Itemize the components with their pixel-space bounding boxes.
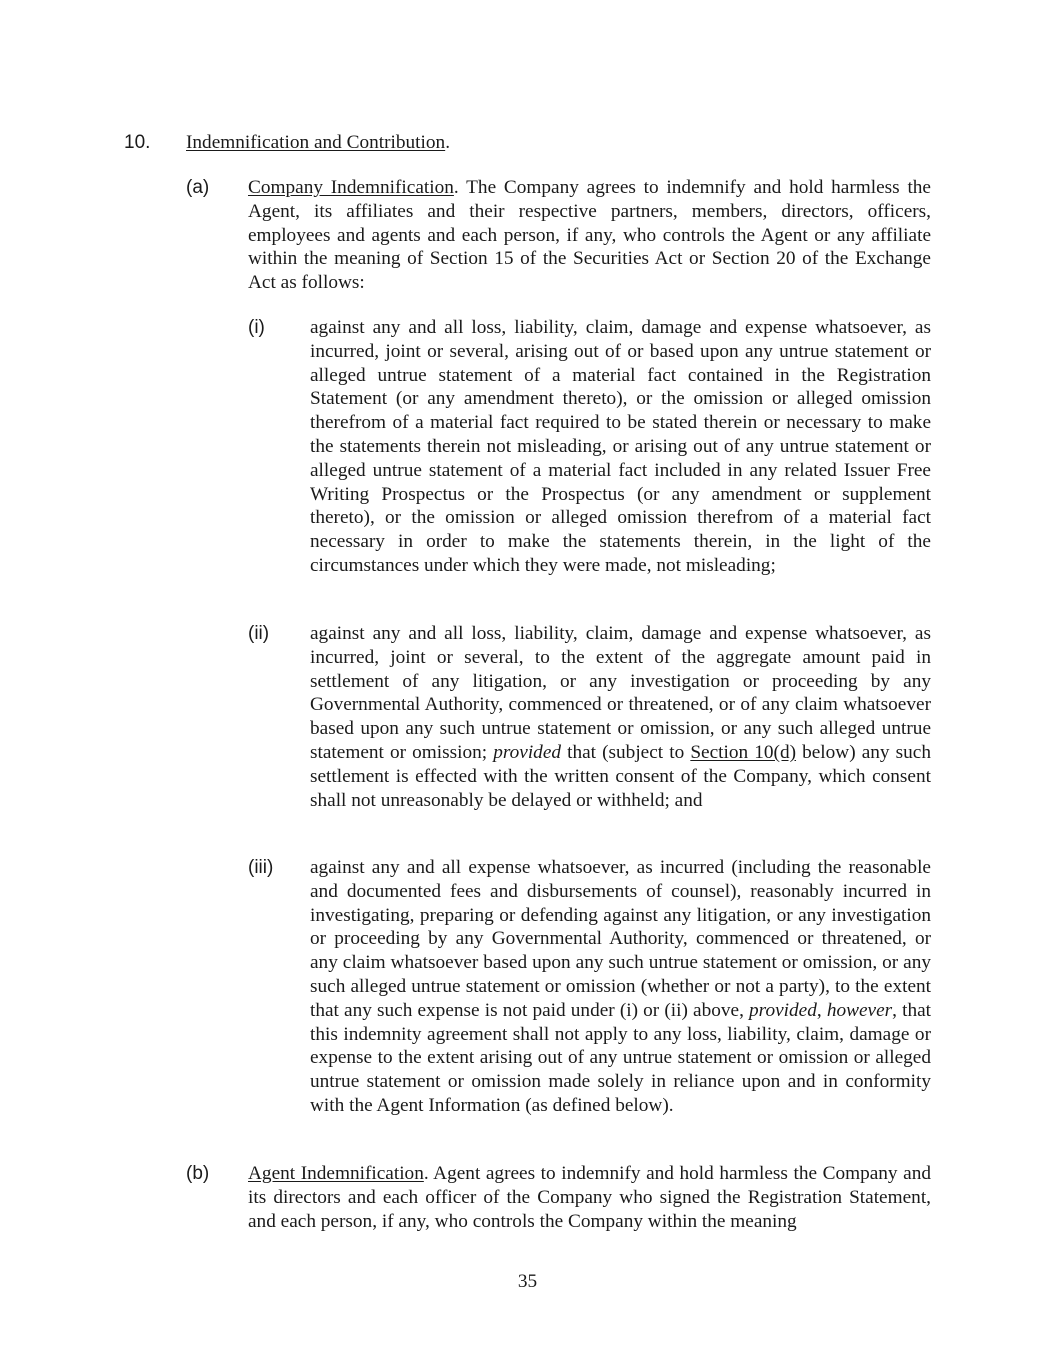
section-number: 10.: [124, 132, 151, 153]
item-iii-text-1: against any and all expense whatsoever, as incurred (including the reasonable and documented fees and disbursements of counsel), reasonably incurred in investigating, preparing or defending against any litigation, or any investigation or proceeding by any Governmental Authority, commenced or threatened, or any claim whatsoever based upon any such untrue statement or omission, or any such alleged untrue statement or omission (whether or not a party), to the extent that any such expense is not paid under (i) or (ii) above,: [310, 857, 931, 1021]
subsection-a-paragraph: [248, 176, 931, 295]
item-iii-provided: provided: [749, 999, 817, 1021]
subsection-b-text: . Agent agrees to indemnify and hold harmless the Company and its directors and each officer of the Company who signed the Registration Statement, and each person, if any, who controls the Company within the meaning: [248, 1163, 931, 1232]
item-iii-text-2: , that this indemnity agreement shall not apply to any loss, liability, claim, damage or expense to the extent arising out of any untrue statement or omission or alleged untrue statement or omission made solely in reliance upon and in conformity with the Agent Information (as defined below).: [310, 999, 932, 1116]
item-ii-text-3: below) any such settlement is effected with the written consent of the Company, which consent shall not unreasonably be delayed or withheld; and: [310, 741, 931, 811]
item-i-label: (i): [248, 317, 265, 338]
subsection-b-heading: Agent Indemnification: [248, 1163, 424, 1184]
section-title: Indemnification and Contribution: [186, 132, 446, 153]
item-i-paragraph: against any and all loss, liability, claim, damage and expense whatsoever, as incurred, joint or several, arising out of or based upon any untrue statement or alleged untrue statement of a material fact contained in the Registration Statement (or any amendment thereto), or the omission or alleged omission therefrom of a material fact required to be stated therein or necessary to make the statements therein not misleading, or arising out of any untrue statement or alleged untrue statement of a material fact included in any related Issuer Free Writing Prospectus or the Prospectus (or any amendment or supplement thereto), or the omission or alleged omission therefrom of a material fact necessary in order to make the statements therein, in the light of the circumstances under which they were made, not misleading;: [310, 317, 931, 576]
page-number: 35: [517, 1271, 538, 1292]
section-10d-reference: Section 10(d): [690, 741, 797, 763]
subsection-a-text: . The Company agrees to indemnify and hold harmless the Agent, its affiliates and their respective partners, members, directors, officers, employees and agents and each person, if any, who controls the Agent or any affiliate within the meaning of Section 15 of the Securities Act or Section 20 of the Exchange Act as follows:: [248, 177, 931, 294]
subsection-b-label: (b): [186, 1163, 210, 1184]
subsection-b-paragraph: [248, 1162, 931, 1233]
item-ii-label: (ii): [248, 623, 270, 644]
section-heading: [186, 131, 686, 155]
item-ii-provided: provided: [493, 741, 562, 763]
item-iii-paragraph: [310, 856, 931, 1118]
subsection-a-heading: Company Indemnification: [248, 177, 454, 198]
subsection-a-label: (a): [186, 177, 210, 198]
item-iii-comma: ,: [816, 999, 827, 1021]
section-title-period: .: [445, 132, 451, 153]
item-ii-paragraph: [310, 622, 931, 812]
item-ii-text-2: that (subject to: [561, 741, 691, 763]
item-iii-however: however: [826, 999, 893, 1021]
item-iii-label: (iii): [248, 857, 274, 878]
item-ii-text-1: against any and all loss, liability, claim, damage and expense whatsoever, as incurred, joint or several, to the extent of the aggregate amount paid in settlement of any litigation, or any investigation or proceeding by any Governmental Authority, commenced or threatened, or of any claim whatsoever based upon any such untrue statement or omission, or any such alleged untrue statement or omission;: [310, 623, 931, 763]
